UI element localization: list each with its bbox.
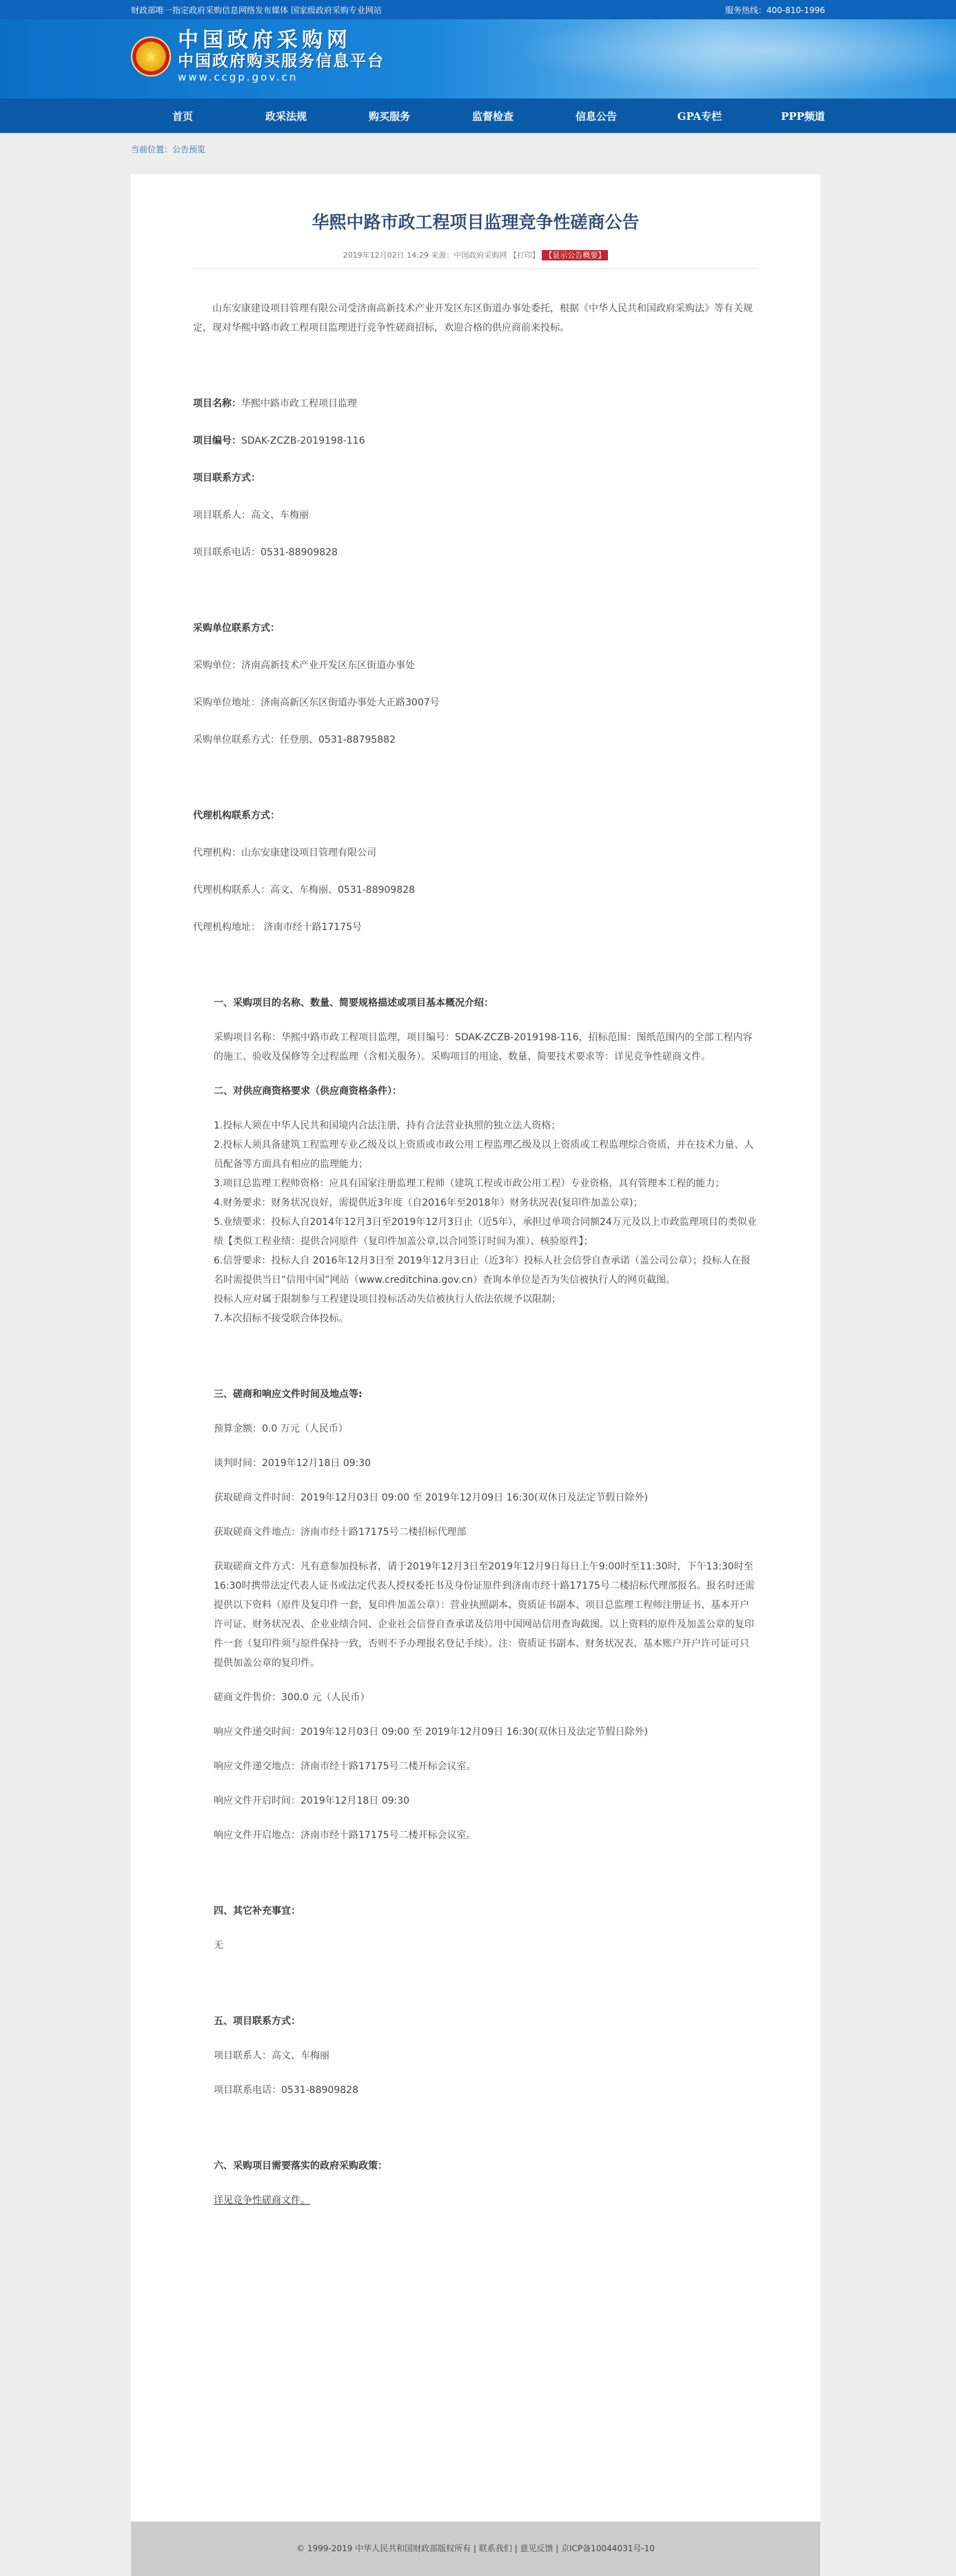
- section-2-body: 1.投标人须在中华人民共和国境内合法注册，持有合法营业执照的独立法人资格； 2.投标人须具备建筑工程监理专业乙级及以上资质或市政公用工程监理乙级及以上资质或工程监理综合资质，并在技术力量、人员配备等方面具有相应的监理能力； 3.项目总监理工程师资格：应具有国家注册监理工程师（建筑工程或市政公用工程）专业资格，具有管理本工程的能力； 4.财务要求：财务状况良好，需提供近3年度（自2016年至2018年）财务状况表(复印件加盖公章)； 5.业绩要求：投标人自2014年12月3日至2019年12月3日止（近5年），承担过单项合同额24万元及以上市政监理项目的类似业绩【类似工程业绩：提供合同原件（复印件加盖公章,以合同签订时间为准）、核验原件】； 6.信誉要求：投标人自 2016年12月3日至 2019年12月3日止（近3年）投标人社会信誉自查承诺（盖公司公章）；投标人在报名时需提供当日“信用中国”网站（www.creditchina.gov.cn）查询本单位是否为失信被执行人的网页截图。 投标人应对属于限制参与工程建设项目投标活动失信被执行人依法依规予以限制； 7.本次招标不接受联合体投标。: [214, 1120, 757, 1324]
- project-name: 项目名称：华熙中路市政工程项目监理: [193, 398, 357, 409]
- agency-contact: 代理机构联系人：高文、车梅丽、0531-88909828: [193, 885, 415, 896]
- buyer-unit: 采购单位：济南高新技术产业开发区东区街道办事处: [193, 660, 415, 671]
- response-place: 响应文件递交地点：济南市经十路17175号二楼开标会议室。: [214, 1761, 476, 1772]
- buyer-address: 采购单位地址：济南高新区东区街道办事处大正路3007号: [193, 697, 440, 708]
- nav-item-supervision[interactable]: 监督检查: [471, 110, 513, 123]
- site-subtitle: 中国政府购买服务信息平台: [178, 52, 385, 70]
- response-time: 响应文件递交时间：2019年12月03日 09:00 至 2019年12月09日 16:30(双休日及法定节假日除外): [214, 1727, 648, 1738]
- open-time: 响应文件开启时间：2019年12月18日 09:30: [214, 1795, 410, 1806]
- budget: 预算金额：0.0 万元（人民币）: [214, 1423, 348, 1434]
- article-meta-text: 2019年12月02日 14:29 来源：中国政府采购网 【打印】: [343, 251, 540, 260]
- section-2-heading: 二、对供应商资格要求（供应商资格条件）：: [214, 1086, 402, 1097]
- page-footer: © 1999-2019 中华人民共和国财政部版权所有 | 联系我们 | 意见反馈 | 京ICP备10044031号-10: [131, 2522, 820, 2576]
- header-banner: [0, 19, 956, 99]
- site-logo[interactable]: [131, 29, 385, 84]
- agency-name: 代理机构：山东安康建设项目管理有限公司: [193, 847, 376, 858]
- section-6-heading: 六、采购项目需要落实的政府采购政策：: [214, 2161, 387, 2172]
- show-summary-button[interactable]: 【显示公告概要】: [542, 250, 608, 260]
- service-hotline: 服务热线：400-810-1996: [724, 5, 825, 15]
- banner-decoration: [474, 19, 956, 99]
- site-title: 中国政府采购网: [178, 28, 352, 52]
- top-bar: [0, 0, 956, 19]
- main-nav: [0, 99, 956, 133]
- doc-method: 获取磋商文件方式：凡有意参加投标者，请于2019年12月3日至2019年12月9日每日上午9:00时至11:30时，下午13:30时至16:30时携带法定代表人证书或法定代表人授权委托书及身份证原件到济南市经十路17175号二楼招标代理部报名。报名时还需提供以下资料（原件及复印件一套，复印件加盖公章）：营业执照副本、资质证书副本、项目总监理工程师注册证书、基本开户许可证、财务状况表、企业业绩合同、企业社会信誉自查承诺及信用中国网站信用查询截图。以上资料的原件及加盖公章的复印件一套（复印件须与原件保持一致，否则不予办理报名登记手续）。注：资质证书副本、财务状况表、基本账户开户许可证可只提供加盖公章的复印件。: [214, 1561, 755, 1669]
- project-contact-heading: 项目联系方式：: [193, 473, 261, 484]
- doc-time: 获取磋商文件时间：2019年12月03日 09:00 至 2019年12月09日 16:30(双休日及法定节假日除外): [214, 1492, 648, 1503]
- agency-address: 代理机构地址： 济南市经十路17175号: [193, 922, 362, 933]
- article-container: [131, 174, 820, 2522]
- section-5-phone: 项目联系电话：0531-88909828: [214, 2085, 358, 2096]
- project-contact-phone: 项目联系电话：0531-88909828: [193, 547, 338, 558]
- intro-paragraph: 山东安康建设项目管理有限公司受济南高新技术产业开发区东区街道办事处委托，根据《中华人民共和国政府采购法》等有关规定，现对华熙中路市政工程项目监理进行竞争性磋商招标，欢迎合格的供应商前来投标。: [193, 303, 753, 333]
- site-url: www.ccgp.gov.cn: [178, 71, 298, 83]
- section-1-heading: 一、采购项目的名称、数量、简要规格描述或项目基本概况介绍：: [214, 998, 494, 1009]
- nav-item-announcements[interactable]: 信息公告: [575, 110, 617, 123]
- nav-item-regulations[interactable]: 政采法规: [265, 110, 307, 123]
- nav-item-gpa[interactable]: GPA专栏: [677, 110, 722, 123]
- section-4-heading: 四、其它补充事宜：: [214, 1906, 301, 1917]
- doc-price: 磋商文件售价：300.0 元（人民币）: [214, 1692, 370, 1703]
- section-5-person: 项目联系人：高文、车梅丽: [214, 2050, 329, 2061]
- buyer-contact-heading: 采购单位联系方式：: [193, 623, 280, 634]
- article-meta: [193, 249, 758, 269]
- article-body: [131, 299, 820, 2210]
- section-5-heading: 五、项目联系方式：: [214, 2016, 301, 2027]
- national-emblem-icon: [131, 37, 171, 76]
- project-contact-person: 项目联系人：高文、车梅丽: [193, 510, 309, 521]
- project-number: 项目编号：SDAK-ZCZB-2019198-116: [193, 435, 365, 446]
- nav-item-ppp[interactable]: PPP频道: [781, 110, 825, 123]
- top-bar-slogan: 财政部唯一指定政府采购信息网络发布媒体 国家级政府采购专业网站: [131, 5, 382, 15]
- section-1-body: 采购项目名称：华熙中路市政工程项目监理，项目编号：SDAK-ZCZB-2019198-116，招标范围：图纸范围内的全部工程内容的施工、验收及保修等全过程监理（含相关服务）。采购项目的用途、数量、简要技术要求等：详见竞争性磋商文件。: [214, 1032, 753, 1062]
- doc-place: 获取磋商文件地点：济南市经十路17175号二楼招标代理部: [214, 1527, 467, 1538]
- section-4-body: 无: [214, 1940, 223, 1951]
- nav-item-services[interactable]: 购买服务: [368, 110, 410, 123]
- page-title: 华熙中路市政工程项目监理竞争性磋商公告: [312, 212, 640, 232]
- agency-contact-heading: 代理机构联系方式：: [193, 810, 280, 821]
- negotiation-time: 谈判时间：2019年12月18日 09:30: [214, 1458, 372, 1469]
- nav-item-home[interactable]: 首页: [172, 110, 193, 123]
- section-3-heading: 三、磋商和响应文件时间及地点等:: [214, 1389, 363, 1400]
- open-place: 响应文件开启地点：济南市经十路17175号二楼开标会议室。: [214, 1830, 476, 1841]
- buyer-contact: 采购单位联系方式：任登朋、0531-88795882: [193, 734, 396, 745]
- see-negotiation-doc-link[interactable]: 详见竞争性磋商文件。: [214, 2195, 310, 2206]
- breadcrumb: 当前位置：公告预览: [131, 145, 206, 154]
